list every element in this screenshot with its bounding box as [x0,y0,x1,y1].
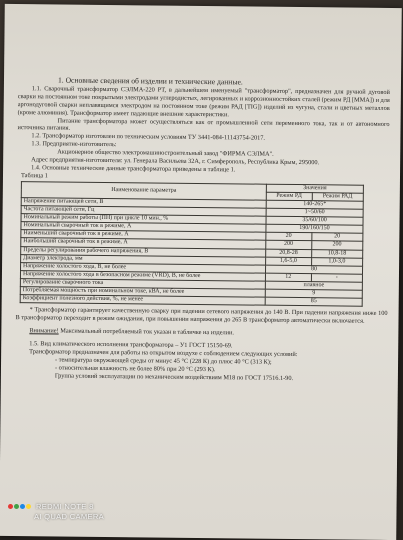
paragraph-address: Адрес предприятия-изготовителя: ул. Генерала Васильева 32А, г. Симферополь, Республика Крым, 295000. [31,156,320,167]
row-value-rd: 20 [266,233,312,242]
row-name: Потребляемая мощность при номинальном токе, кВА, не более [20,287,265,298]
paragraph-note: * Трансформатор гарантирует качественную сварку при падении сетевого напряжения до 140 В. При падении напряжения ниже 100 В трансформатор переходит в режим ожидания, при повышении напряжения до 265 В трансформатор автоматически включается. [15,306,388,325]
table-header-param: Наименование параметра [21,181,266,200]
row-name: Напряжение питающей сети, В [21,198,266,209]
row-value: 9 [265,289,362,298]
dot-blue [20,504,25,509]
row-name: Напряжение холостого хода, В, не более [21,262,266,273]
row-value-rad: - [311,273,363,282]
paragraph-1-2: 1.2. Трансформатор изготовлен по техническим условиям ТУ 3441-084-11143754-2017. [31,132,266,143]
row-name: Коэффициент полезного действия, %, не менее [20,295,265,306]
dot-yellow [26,504,31,509]
row-value: 1~50/60 [266,208,363,217]
table-header-values: Значения [266,184,363,193]
paragraph-power: Питание трансформатора может осуществляться как от промышленной сети переменного тока, так и от автономного источника питания. [17,117,390,133]
row-name: Диаметр электрода, мм [21,254,266,265]
row-name: Частота питающей сети, Гц [21,206,266,217]
row-name: Пределы регулирования рабочего напряжения, В [21,246,266,257]
row-value: плавное [265,281,362,290]
row-value-rad: 1,0-3,0 [311,257,363,266]
paragraph-1-4: 1.4. Основные технические данные трансформатора приведены в таблице 1. [31,164,236,174]
row-value-rad: 200 [311,241,363,250]
watermark-line-1 [8,502,104,512]
row-value: 80 [265,265,362,274]
warning-text: Максимальный потребляемый ток указан в табличке на изделии. [58,327,235,337]
row-value: 190/160/150 [266,224,363,233]
paragraph-company: Акционерное общество электромашиностроительный завод "ФИРМА СЭЛМА". [57,148,274,158]
row-name: Номинальный режим работы (ПН) при цикле 10 мин., % [21,214,266,225]
row-name: Номинальный сварочный ток в режиме, А [21,222,266,233]
watermark-model: REDMI NOTE 8 [36,502,94,511]
paragraph-1-3: 1.3. Предприятие-изготовитель: [31,140,117,149]
row-value-rad: 20 [311,233,363,242]
row-value: 35/60/100 [266,216,363,225]
row-value-rd: 1,6-5,0 [266,257,312,266]
paragraph-mech: Группа условий эксплуатации по механическим воздействиям М18 по ГОСТ 17516.1-90. [54,372,294,382]
row-value: 85 [265,297,362,306]
dot-red [8,504,13,509]
row-value-rd: 12 [265,273,311,282]
table-header-rd: Режим РД [266,192,312,201]
paragraph-1-5: 1.5. Вид климатического исполнения трансформатора – У1 ГОСТ 15150-69. [29,340,233,350]
watermark-line-2: AI QUAD CAMERA [34,512,105,521]
paragraph-temp: - температура окружающей среды от минус 45 °С (228 К) до плюс 40 °С (313 К); [55,356,272,366]
table-caption: Таблица 1 [20,171,48,180]
row-name: Напряжение холостого хода в безопасном режиме (VRD), В, не более [20,270,265,281]
row-value: 140-265* [266,200,363,209]
row-name: Регулирование сварочного тока [20,279,265,290]
dot-green [14,504,19,509]
section-title: 1. Основные сведения об изделии и технические данные. [57,75,243,87]
paragraph-1-1: 1.1. Сварочный трансформатор СЭЛМА-220 РТ, в дальнейшем именуемый "трансформатор", предназначен для ручной дуговой сварки на постоянном токе покрытыми электродами углеродистых, легированных и коррозионностойких сталей (режим РД [MMA]) и для аргонодуговой сварки неплавящимся электродом на постоянном токе (режим РАД [TIG]) изделий из чугуна, стали и цветных металлов (кроме алюминия). Трансформатор имеет падающие внешние характеристики. [17,85,390,118]
paragraph-humidity: - относительная влажность не более 80% при 20 °С (293 К). [54,364,216,373]
document-sheet [0,4,402,540]
row-name: Наибольший сварочный ток в режиме, А [21,238,266,249]
warning-label: Внимание! [29,327,59,335]
document-body [15,76,390,383]
table-header-rad: Режим РАД [312,193,364,202]
specs-table [20,181,364,307]
paragraph-warning [15,327,387,339]
row-value-rad: 10,8-18 [311,249,363,258]
paragraph-1-5b: Трансформатор предназначен для работы на открытом воздухе с соблюдением следующих условий: [29,348,298,358]
row-value-rd: 200 [266,241,312,250]
row-name: Наименьший сварочный ток в режиме, А [21,230,266,241]
row-value-rd: 20,8-28 [266,249,312,258]
camera-watermark [8,502,104,522]
camera-dots-icon [8,502,32,512]
